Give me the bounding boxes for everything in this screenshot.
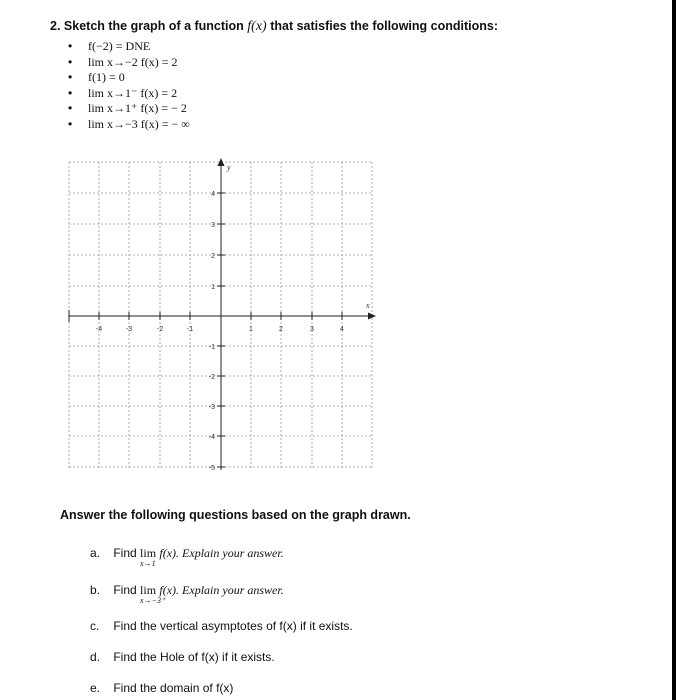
y-tick-label: 1 (211, 284, 215, 291)
question-letter: d. (90, 650, 101, 664)
question-title-end: that satisfies the following conditions: (270, 19, 498, 33)
answer-heading: Answer the following questions based on the graph drawn. (60, 508, 411, 522)
question-letter: e. (90, 681, 101, 695)
y-axis-label: y (227, 163, 231, 172)
y-tick-label: -5 (208, 465, 215, 472)
question-d: d. Find the Hole of f(x) if it exists. (90, 650, 275, 664)
x-tick-label: 4 (340, 326, 344, 333)
question-e: e. Find the domain of f(x) (90, 681, 234, 695)
y-tick-label: 2 (211, 253, 215, 260)
x-tick-label: -2 (156, 326, 164, 333)
question-title-text: Sketch the graph of a function (63, 19, 244, 33)
question-function: f(x) (247, 19, 267, 34)
y-tick-label: 3 (211, 222, 215, 229)
x-tick-label: 3 (310, 326, 314, 333)
y-tick-label: -3 (208, 404, 215, 411)
question-a: a. Find lim x→1 f(x). Explain your answer. (90, 546, 284, 568)
question-number: 2. (50, 19, 61, 33)
question-letter: b. (90, 583, 101, 597)
question-b: b. Find lim x→−3⁺ f(x). Explain your answer. (90, 583, 284, 605)
x-tick-label: -4 (95, 326, 103, 333)
x-tick-label: 1 (249, 326, 253, 333)
y-tick-label: -4 (208, 434, 215, 441)
y-tick-label: -2 (208, 374, 215, 381)
x-tick-label: -1 (186, 326, 194, 333)
y-tick-label: 4 (211, 191, 215, 198)
question-c: c. Find the vertical asymptotes of f(x) if it exists. (90, 619, 353, 633)
y-tick-label: -1 (208, 344, 215, 351)
x-tick-label: -3 (125, 326, 133, 333)
limit-expression: lim x→−3⁺ (140, 583, 166, 605)
question-letter: c. (90, 619, 100, 633)
x-axis-label: x (366, 301, 370, 310)
x-tick-label: 2 (279, 326, 283, 333)
question-letter: a. (90, 546, 101, 560)
limit-expression: lim x→1 (140, 546, 157, 568)
